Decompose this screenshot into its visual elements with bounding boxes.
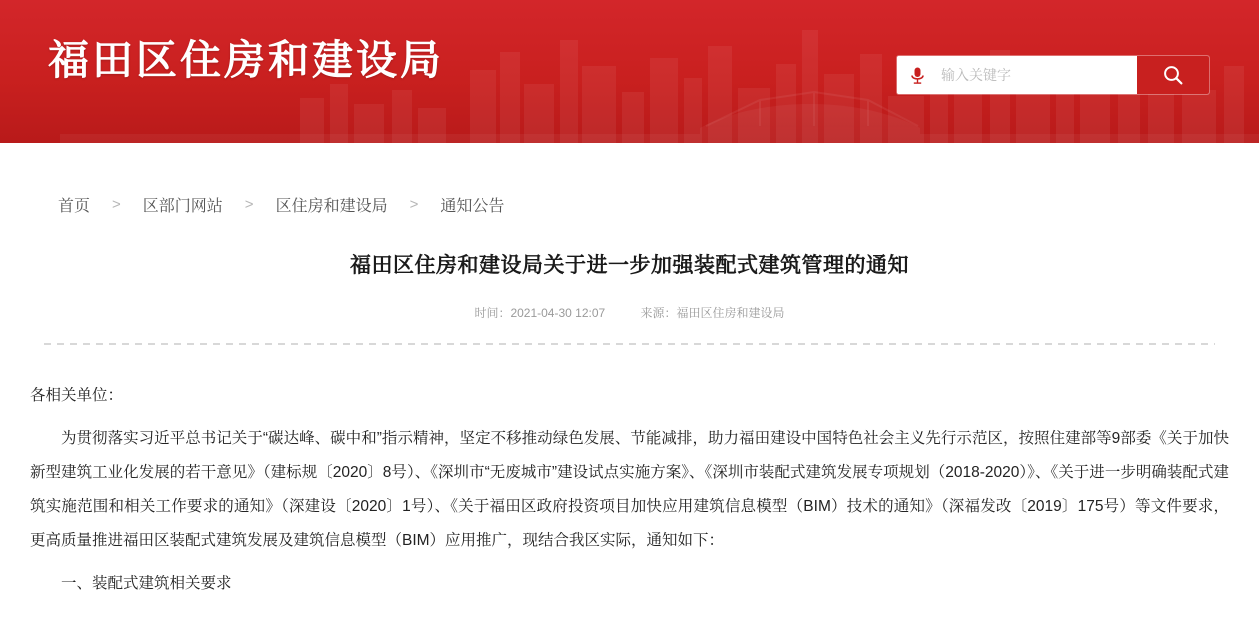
publish-time: 时间：2021-04-30 12:07 [474, 305, 606, 320]
breadcrumb-item-housing-bureau[interactable]: 区住房和建设局 [275, 198, 388, 215]
article [0, 232, 1259, 611]
article-source: 来源：福田区住房和建设局 [640, 305, 785, 320]
search-bar[interactable] [897, 56, 1209, 94]
article-meta [0, 304, 1259, 321]
microphone-glyph [909, 66, 926, 85]
microphone-icon[interactable] [897, 56, 937, 94]
section-heading-1: 一、装配式建筑相关要求 [61, 575, 232, 593]
site-header [0, 0, 1259, 143]
breadcrumb-separator: > [112, 196, 121, 213]
breadcrumb-item-district-departments[interactable]: 区部门网站 [142, 198, 223, 215]
dashed-divider [44, 343, 1215, 345]
article-body [0, 379, 1259, 602]
breadcrumb [58, 193, 504, 216]
breadcrumb-item-home[interactable]: 首页 [58, 198, 91, 215]
breadcrumb-separator: > [409, 196, 419, 213]
search-icon [1162, 64, 1184, 86]
breadcrumb-separator: > [244, 196, 254, 213]
paragraph-preamble: 为贯彻落实习近平总书记关于“碳达峰、碳中和”指示精神，坚定不移推动绿色发展、节能减排，助力福田建设中国特色社会主义先行示范区，按照住建部等9部委《关于加快新型建筑工业化发展的若干意见》（建标规〔2020〕8号）、《深圳市“无废城市”建设试点实施方案》、《深圳市装配式建筑发展专项规划（2018-2020）》、《关于进一步明确装配式建筑实施范围和相关工作要求的通知》（深建设〔2020〕1号）、《关于福田区政府投资项目加快应用建筑信息模型（BIM）技术的通知》（深福发改〔2019〕175号）等文件要求，更高质量推进福田区装配式建筑发展及建筑信息模型（BIM）应用推广，现结合我区实际，通知如下： [30, 430, 1229, 549]
breadcrumb-item-notices[interactable]: 通知公告 [440, 198, 505, 215]
paragraph-salutation: 各相关单位： [30, 386, 124, 404]
site-title: 福田区住房和建设局 [48, 37, 444, 83]
search-button[interactable] [1137, 56, 1209, 94]
search-input[interactable] [937, 56, 1137, 94]
page-title: 福田区住房和建设局关于进一步加强装配式建筑管理的通知 [350, 254, 909, 277]
